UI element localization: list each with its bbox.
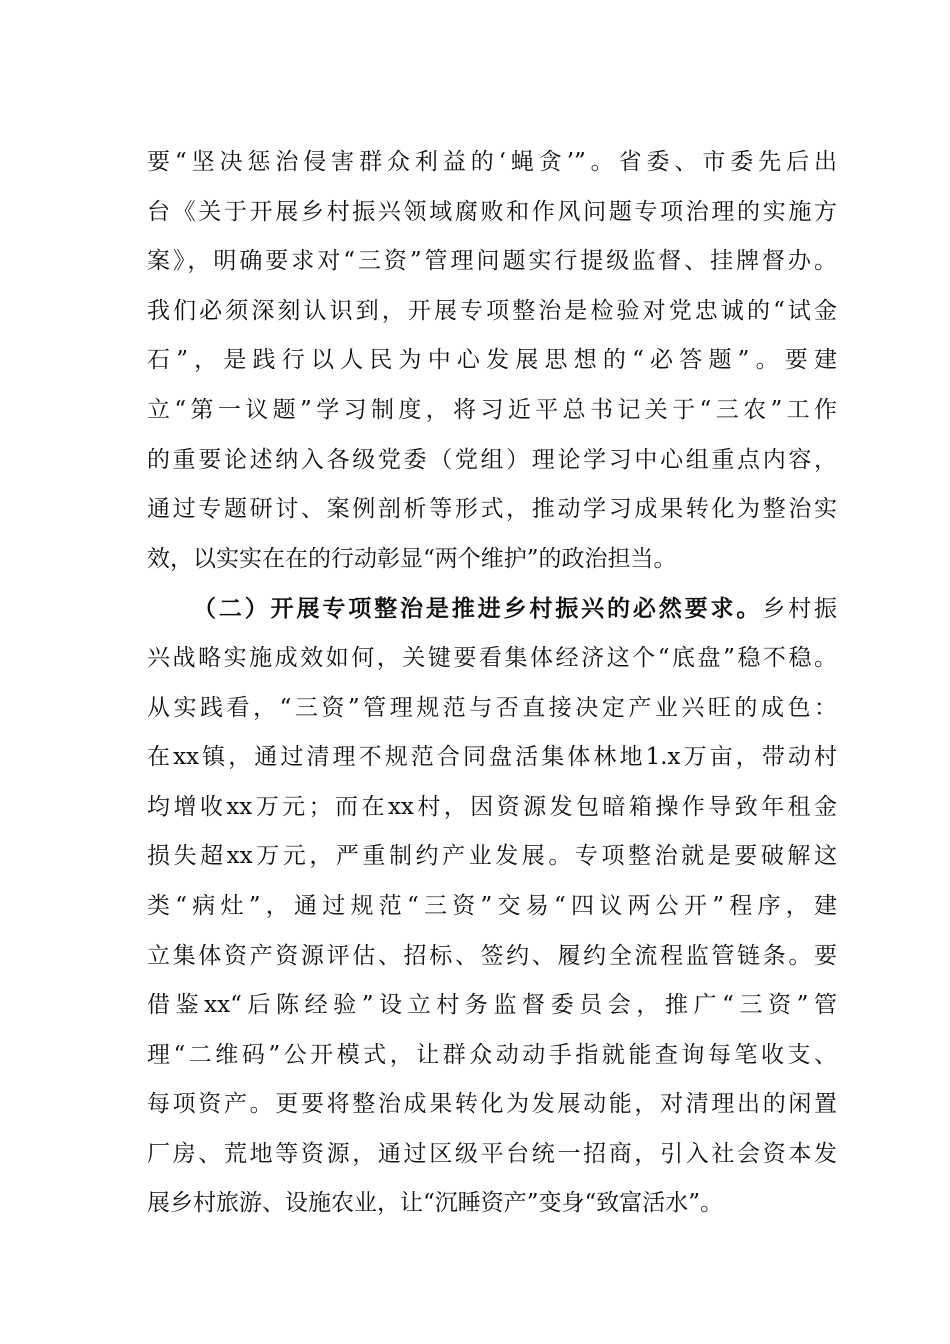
text-line: 我们必须深刻认识到，开展专项整治是检验对党忠诚的“试金 [147, 297, 837, 324]
text-line: 立集体资产资源评估、招标、签约、履约全流程监管链条。要 [147, 942, 837, 969]
text-line: 案》，明确要求对“三资”管理问题实行提级监督、挂牌督办。 [147, 248, 837, 275]
text-line: 石”，是践行以人民为中心发展思想的“必答题”。要建 [147, 347, 837, 374]
body-text [147, 138, 837, 1229]
text-line: 借鉴xx“后陈经验”设立村务监督委员会，推广“三资”管 [147, 992, 837, 1019]
text-line: 展乡村旅游、设施农业，让“沉睡资产”变身“致富活水”。 [147, 1190, 724, 1217]
text-line: 要“坚决惩治侵害群众利益的‘蝇贪’”。省委、市委先后出 [147, 149, 837, 175]
section-heading: （二）开展专项整治是推进乡村振兴的必然要求。 [193, 595, 763, 623]
text-line: 均增收xx万元；而在xx村，因资源发包暗箱操作导致年租金 [147, 793, 837, 820]
text-line-rest: 乡村振 [762, 596, 837, 623]
text-line: 厂房、荒地等资源，通过区级平台统一招商，引入社会资本发 [147, 1140, 837, 1167]
text-line: 每项资产。更要将整治成果转化为发展动能，对清理出的闲置 [147, 1091, 837, 1118]
text-line: 兴战略实施成效如何，关键要看集体经济这个“底盘”稳不稳。 [147, 644, 837, 671]
text-line: 效，以实实在在的行动彰显“两个维护”的政治担当。 [147, 545, 677, 572]
text-line: 从实践看，“三资”管理规范与否直接决定产业兴旺的成色： [147, 694, 837, 721]
text-line: 台《关于开展乡村振兴领域腐败和作风问题专项治理的实施方 [147, 198, 837, 225]
text-line: 通过专题研讨、案例剖析等形式，推动学习成果转化为整治实 [147, 496, 837, 523]
paragraph-1 [147, 138, 837, 584]
text-line: 损失超xx万元，严重制约产业发展。专项整治就是要破解这 [147, 843, 837, 870]
text-line: 立“第一议题”学习制度，将习近平总书记关于“三农”工作 [147, 396, 837, 423]
text-line: 理“二维码”公开模式，让群众动动手指就能查询每笔收支、 [147, 1041, 837, 1068]
paragraph-2 [147, 584, 837, 1229]
text-line: 的重要论述纳入各级党委（党组）理论学习中心组重点内容， [147, 446, 837, 473]
text-line-first [147, 584, 837, 634]
text-line: 在xx镇，通过清理不规范合同盘活集体林地1.x万亩，带动村 [147, 744, 837, 771]
text-line: 类“病灶”，通过规范“三资”交易“四议两公开”程序，建 [147, 892, 837, 919]
